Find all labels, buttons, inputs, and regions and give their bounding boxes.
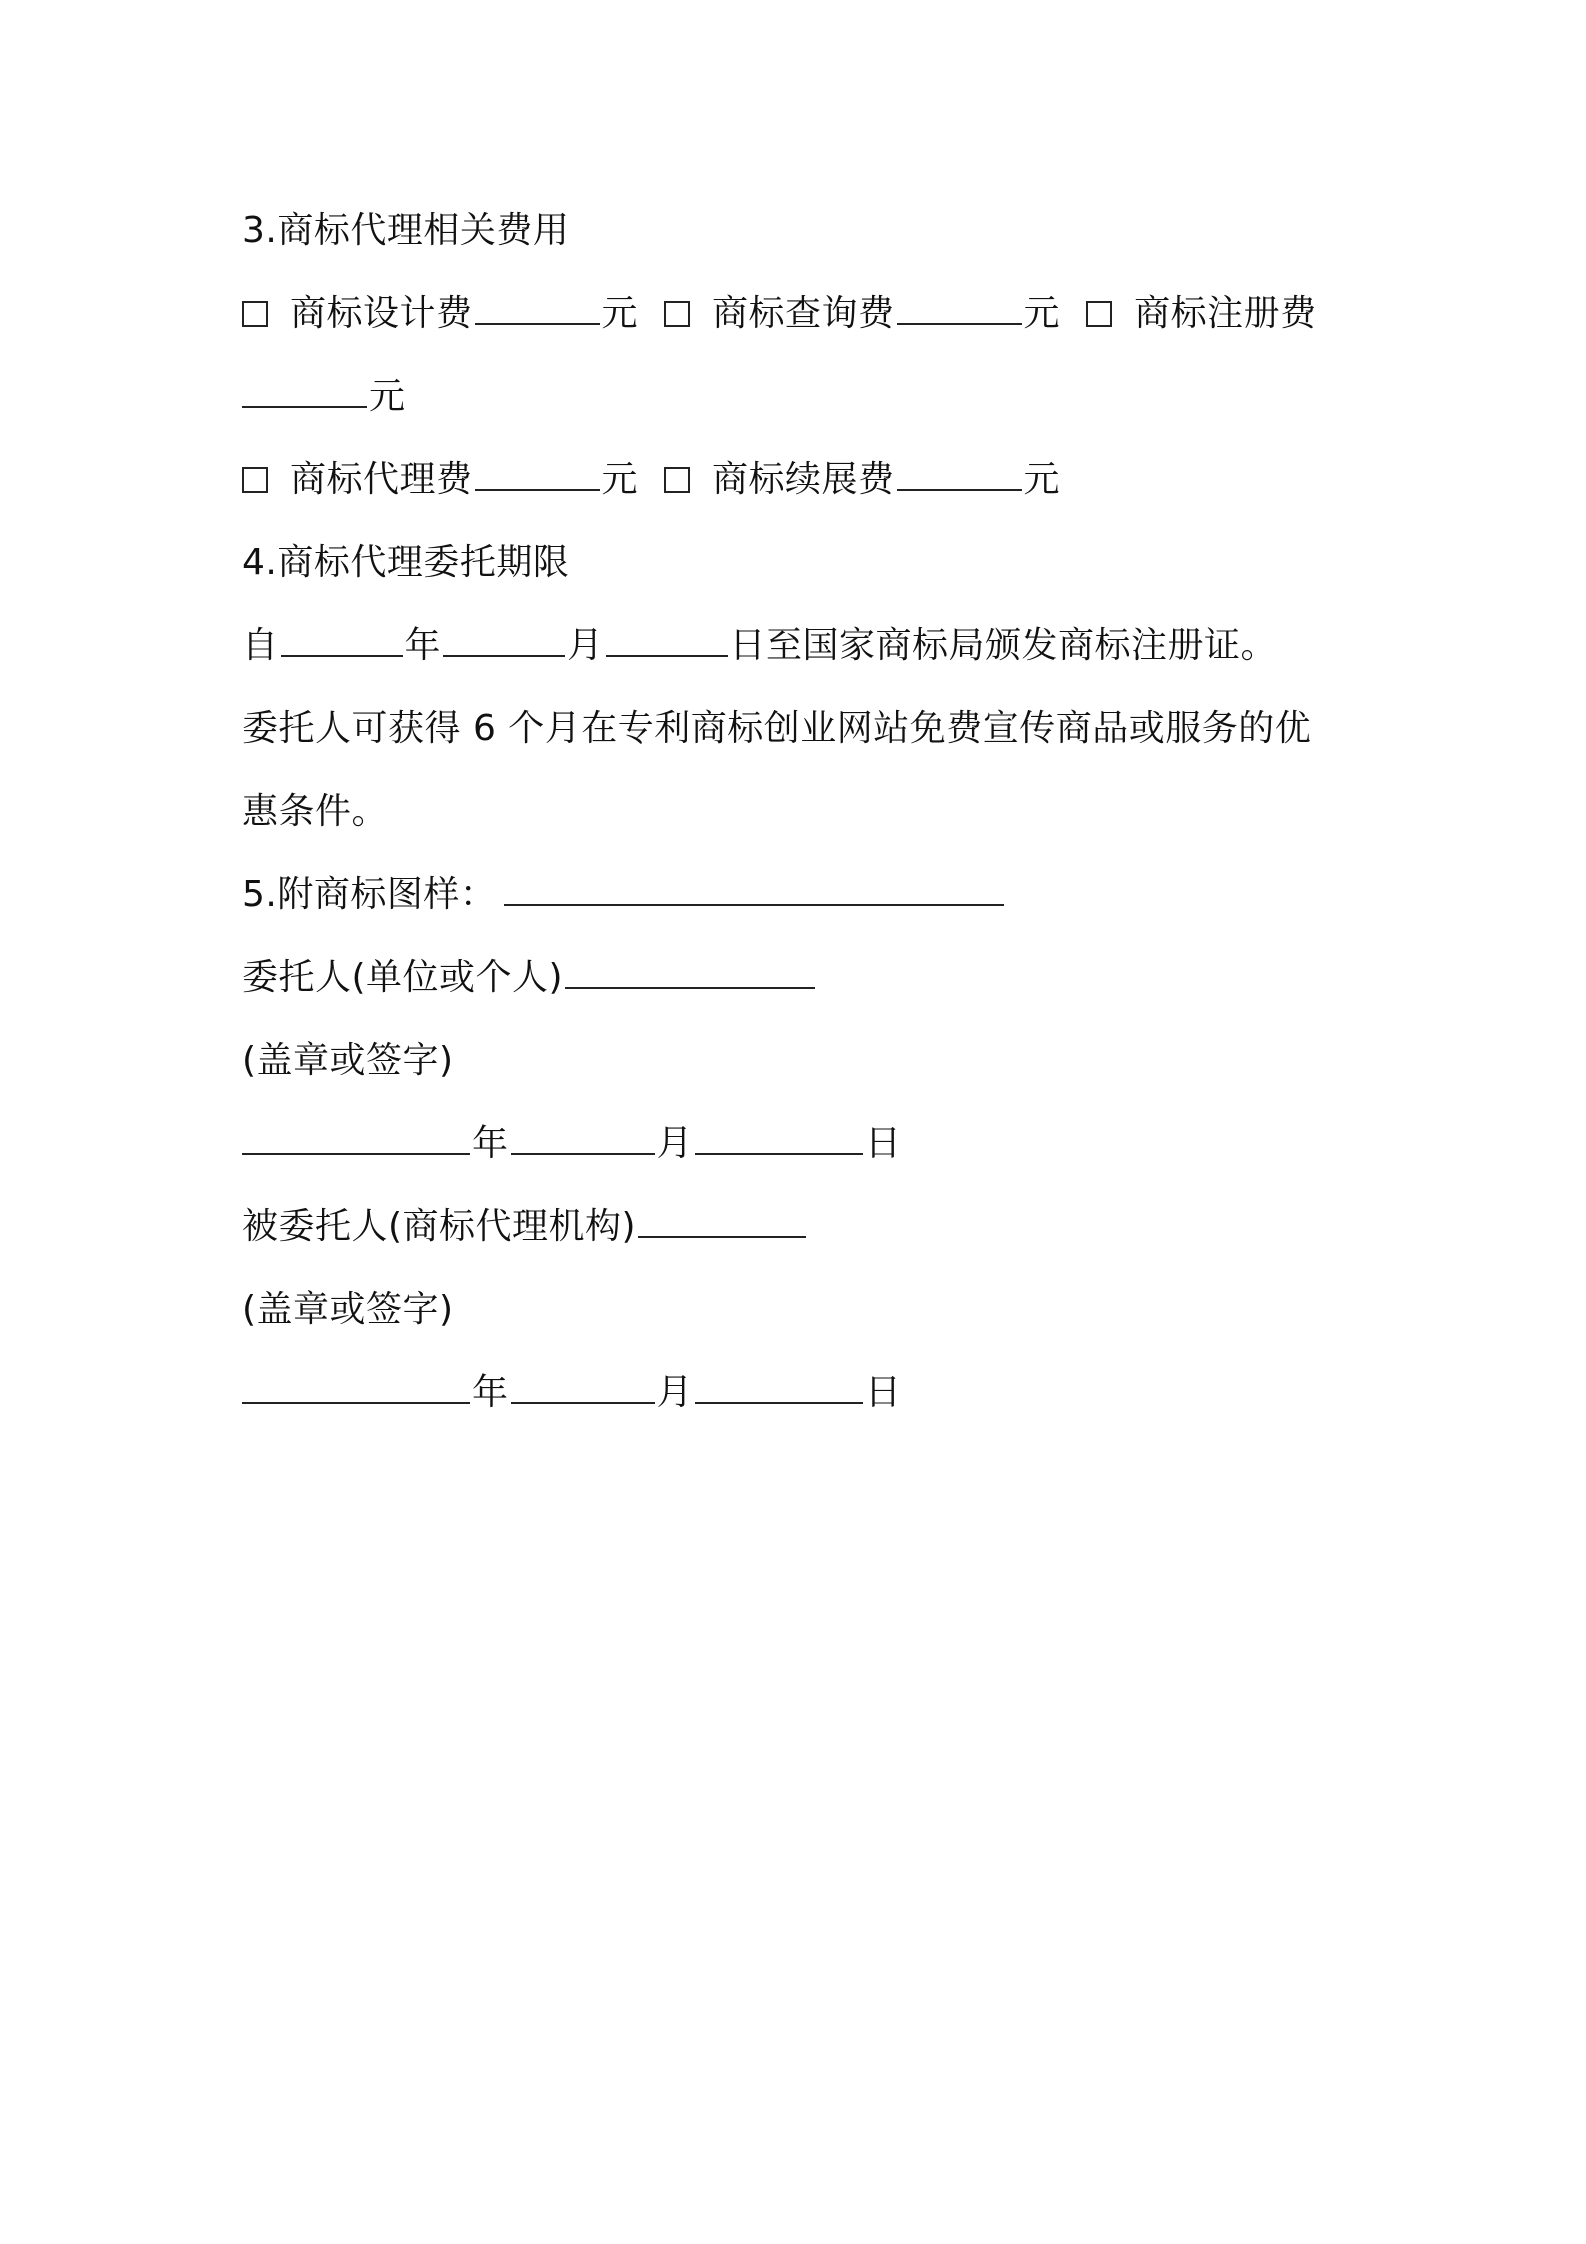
fees-row-1 — [242, 279, 1362, 362]
renewal-fee-blank[interactable] — [897, 461, 1022, 491]
fees-row-2 — [242, 445, 1362, 528]
agent-date-line — [242, 1358, 1362, 1441]
search-fee-label: 商标查询费 — [712, 293, 895, 334]
period-day-blank[interactable] — [606, 627, 728, 657]
registration-fee-blank[interactable] — [242, 378, 367, 408]
period-line — [242, 611, 1362, 694]
period-month-blank[interactable] — [443, 627, 565, 657]
renewal-fee-checkbox[interactable] — [664, 467, 690, 493]
agent-seal-note: (盖章或签字) — [242, 1289, 454, 1330]
registration-fee-label: 商标注册费 — [1134, 293, 1317, 334]
agency-fee-checkbox[interactable] — [242, 467, 268, 493]
design-fee-blank[interactable] — [475, 295, 600, 325]
agent-line — [242, 1192, 1362, 1275]
client-date-line — [242, 1109, 1362, 1192]
client-line — [242, 943, 1362, 1026]
search-fee-unit: 元 — [1023, 293, 1061, 334]
benefit-line-1: 委托人可获得 6 个月在专利商标创业网站免费宣传商品或服务的优 — [242, 708, 1312, 749]
trademark-sample-blank[interactable] — [504, 876, 1004, 906]
client-day-blank[interactable] — [695, 1125, 863, 1155]
search-fee-blank[interactable] — [897, 295, 1022, 325]
client-month-label: 月 — [656, 1123, 694, 1164]
agency-fee-label: 商标代理费 — [290, 459, 473, 500]
registration-fee-unit: 元 — [369, 376, 406, 417]
period-suffix: 日至国家商标局颁发商标注册证。 — [729, 625, 1278, 666]
client-seal-note: (盖章或签字) — [242, 1040, 454, 1081]
renewal-fee-unit: 元 — [1023, 459, 1061, 500]
agent-label: 被委托人(商标代理机构) — [242, 1206, 637, 1247]
agent-year-label: 年 — [472, 1372, 509, 1413]
agent-name-blank[interactable] — [638, 1208, 806, 1238]
agency-fee-blank[interactable] — [475, 461, 600, 491]
design-fee-checkbox[interactable] — [242, 301, 268, 327]
benefit-line-2: 惠条件。 — [242, 791, 389, 832]
client-name-blank[interactable] — [565, 959, 815, 989]
agent-month-blank[interactable] — [511, 1374, 655, 1404]
renewal-fee-label: 商标续展费 — [712, 459, 895, 500]
client-day-label: 日 — [865, 1123, 902, 1164]
design-fee-unit: 元 — [601, 293, 639, 334]
section-3-heading: 3.商标代理相关费用 — [242, 210, 570, 251]
section-5-line — [242, 860, 1362, 943]
agent-day-label: 日 — [865, 1372, 902, 1413]
registration-fee-checkbox[interactable] — [1086, 301, 1112, 327]
agent-day-blank[interactable] — [695, 1374, 863, 1404]
client-label: 委托人(单位或个人) — [242, 957, 564, 998]
period-year-label: 年 — [404, 625, 442, 666]
client-year-label: 年 — [472, 1123, 509, 1164]
client-month-blank[interactable] — [511, 1125, 655, 1155]
period-month-label: 月 — [567, 625, 604, 666]
client-year-blank[interactable] — [242, 1125, 470, 1155]
period-prefix: 自 — [242, 625, 279, 666]
agency-fee-unit: 元 — [601, 459, 639, 500]
agent-month-label: 月 — [656, 1372, 694, 1413]
design-fee-label: 商标设计费 — [290, 293, 473, 334]
search-fee-checkbox[interactable] — [664, 301, 690, 327]
period-year-blank[interactable] — [281, 627, 403, 657]
agent-year-blank[interactable] — [242, 1374, 470, 1404]
trademark-sample-label: 5.附商标图样： — [242, 874, 497, 915]
fees-row-1-continued — [242, 362, 1362, 445]
document-body — [242, 196, 1362, 1441]
section-4-heading: 4.商标代理委托期限 — [242, 542, 570, 583]
